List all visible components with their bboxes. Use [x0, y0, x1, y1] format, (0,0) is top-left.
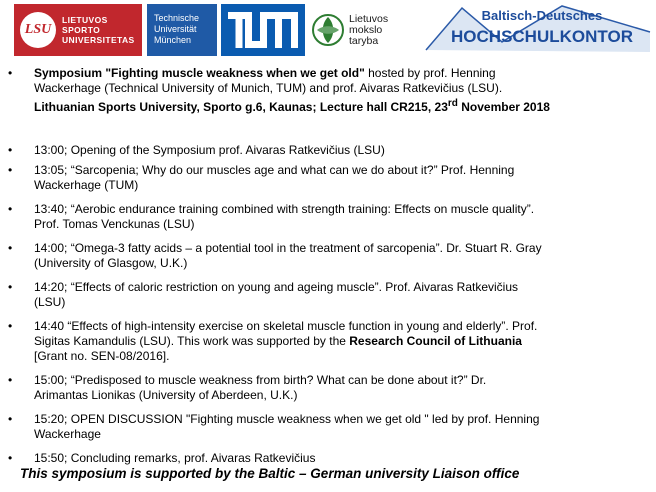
date-day: 23: [434, 100, 448, 114]
funder-name: Research Council of Lithuania: [349, 334, 522, 348]
lsu-emblem: LSU: [20, 12, 56, 48]
bullet: •: [8, 66, 13, 80]
tum-mark-icon: [228, 12, 298, 48]
hk-top-text: Baltisch-Deutsches: [481, 8, 603, 23]
venue-text: Lithuanian Sports University, Sporto g.6, Kaunas; Lecture hall CR215,: [34, 100, 435, 114]
tu-line2: Universität: [154, 24, 197, 34]
tu-line3: München: [154, 35, 192, 45]
item-line: Sigitas Kamandulis (LSU). This work was supported by the: [34, 334, 350, 348]
item-line: 15:00; “Predisposed to muscle weakness from birth? What can be done about it?” Dr.: [34, 373, 487, 387]
hk-main-text: HOCHSCHULKONTOR: [451, 27, 633, 46]
item-line: 14:20; “Effects of caloric restriction on young and ageing muscle”. Prof. Aivaras Ratkevičius: [34, 280, 519, 294]
footer-note: This symposium is supported by the Baltic – German university Liaison office: [20, 466, 520, 481]
bullet: •: [8, 319, 13, 333]
lsu-line3: UNIVERSITETAS: [62, 35, 135, 45]
lmt-line2: mokslo: [349, 23, 383, 36]
item-line: 13:40; “Aerobic endurance training combined with strength training: Effects on muscle quality”.: [34, 202, 535, 216]
item-line: (LSU): [34, 295, 66, 309]
bullet: •: [8, 202, 13, 216]
item-line: Prof. Tomas Venckunas (LSU): [34, 217, 195, 231]
date-suffix: rd: [447, 98, 458, 109]
lmt-wordmark: [349, 14, 388, 47]
tu-munich-text-logo: [147, 4, 217, 56]
date-month-year: November 2018: [457, 100, 550, 114]
item-line: Arimantas Lionikas (University of Aberdeen, U.K.): [34, 388, 298, 402]
lmt-logo: [311, 4, 419, 56]
lmt-line3: taryba: [349, 34, 379, 47]
host-text: hosted by prof. Henning: [364, 66, 496, 80]
hochschulkontor-mark-icon: [422, 2, 654, 56]
bullet: •: [8, 143, 13, 157]
item-line: 15:20; OPEN DISCUSSION "Fighting muscle weakness when we get old " led by prof. Henning: [34, 412, 540, 426]
item-line: (University of Glasgow, U.K.): [34, 256, 188, 270]
bullet: •: [8, 241, 13, 255]
item-line: 13:00; Opening of the Symposium prof. Aivaras Ratkevičius (LSU): [34, 143, 385, 157]
grant-number: [Grant no. SEN-08/2016].: [34, 349, 170, 363]
lsu-line2: SPORTO: [62, 25, 101, 35]
bullet: •: [8, 451, 13, 465]
bullet: •: [8, 373, 13, 387]
lsu-line1: LIETUVOS: [62, 15, 108, 25]
bullet: •: [8, 163, 13, 177]
item-line: 13:05; “Sarcopenia; Why do our muscles age and what can we do about it?” Prof. Henning: [34, 163, 515, 177]
tu-line1: Technische: [154, 13, 200, 23]
tum-logo: [221, 4, 305, 56]
item-line: Wackerhage (TUM): [34, 178, 139, 192]
item-line: 14:00; “Omega-3 fatty acids – a potential tool in the treatment of sarcopenia”. Dr. Stuart R. Gray: [34, 241, 542, 255]
lmt-line1: Lietuvos: [349, 12, 389, 25]
lsu-logo: [14, 4, 142, 56]
item-line: 14:40 “Effects of high-intensity exercise on skeletal muscle function in young and elderly”. Prof.: [34, 319, 538, 333]
item-line: Wackerhage: [34, 427, 101, 441]
lmt-emblem-icon: [311, 10, 345, 50]
symposium-title: Symposium "Fighting muscle weakness when we get old": [34, 66, 365, 80]
hochschulkontor-logo: [422, 2, 654, 56]
bullet: •: [8, 412, 13, 426]
logo-bar: [0, 0, 656, 58]
intro-text: [34, 66, 650, 115]
bullet: •: [8, 280, 13, 294]
hosts-line: Wackerhage (Technical University of Munich, TUM) and prof. Aivaras Ratkevičius (LSU).: [34, 81, 503, 95]
item-line: 15:50; Concluding remarks, prof. Aivaras Ratkevičius: [34, 451, 316, 465]
lsu-wordmark: [62, 15, 135, 45]
